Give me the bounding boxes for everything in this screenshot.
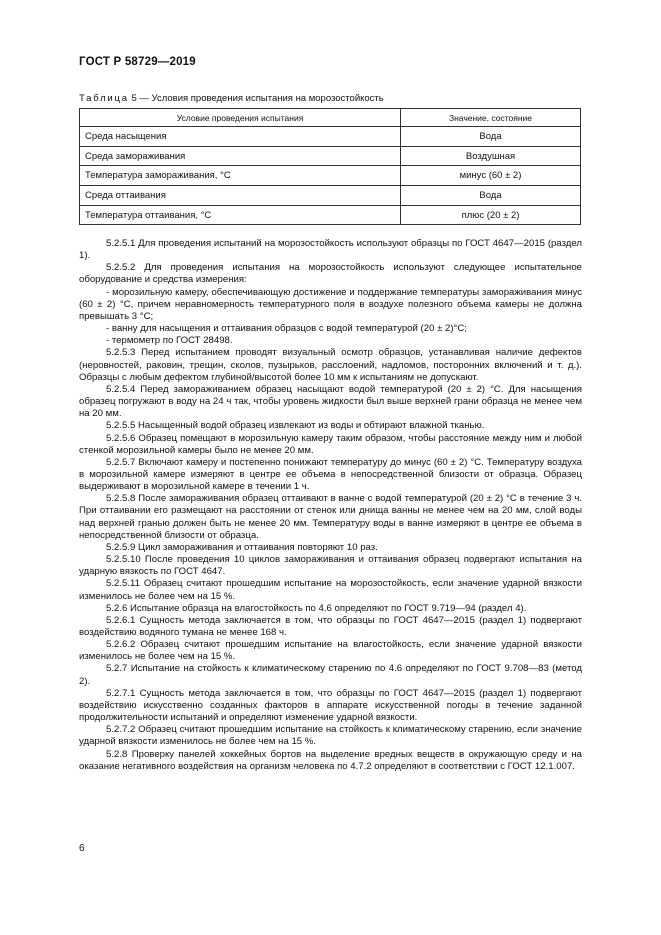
table-caption-title: 5 — Условия проведения испытания на морозостойкость: [128, 93, 384, 104]
paragraph: 5.2.5.10 После проведения 10 циклов замораживания и оттаивания образец подвергают испытания на ударную вязкость по ГОСТ 4647.: [79, 554, 582, 578]
table-cell-condition: Среда насыщения: [80, 127, 401, 147]
paragraph: 5.2.7 Испытание на стойкость к климатическому старению по 4.6 определяют по ГОСТ 9.708—83 (метод 2).: [79, 663, 582, 687]
table-row: [80, 146, 581, 166]
table-cell-value: Вода: [401, 127, 581, 147]
paragraph: 5.2.5.5 Насыщенный водой образец извлекают из воды и обтирают влажной тканью.: [106, 420, 485, 432]
table-row: [80, 127, 581, 147]
table-header-row: [80, 109, 581, 127]
body-text: [79, 238, 582, 773]
column-header-condition: Условие проведения испытания: [80, 109, 401, 127]
table-cell-condition: Среда оттаивания: [80, 186, 401, 206]
table-cell-condition: Температура замораживания, °С: [80, 166, 401, 186]
paragraph: 5.2.5.6 Образец помещают в морозильную камеру таким образом, чтобы расстояние между ним и любой стенкой морозильной камеры было не менее 20 мм.: [79, 432, 582, 456]
list-item: - ванну для насыщения и оттаивания образцов с водой температурой (20 ± 2)°С;: [106, 323, 467, 335]
table-cell-value: Вода: [401, 186, 581, 206]
column-header-value: Значение, состояние: [401, 109, 581, 127]
table-row: [80, 166, 581, 186]
table-caption-prefix: Таблица: [79, 93, 129, 104]
conditions-table: [79, 108, 581, 225]
list-item: - термометр по ГОСТ 28498.: [106, 335, 233, 347]
table-row: [80, 205, 581, 225]
table-cell-condition: Среда замораживания: [80, 146, 401, 166]
table-cell-value: плюс (20 ± 2): [401, 205, 581, 225]
paragraph: 5.2.5.7 Включают камеру и постепенно понижают температуру до минус (60 ± 2) °С. Температуру воздуха в морозильной камере измеряют в центре ее объема в непосредственной близости от образца. Образец выдерживают в морозильной камере в течении 1 ч.: [79, 456, 582, 493]
paragraph: 5.2.5.1 Для проведения испытаний на морозостойкость используют образцы по ГОСТ 4647—2015 (раздел 1).: [79, 238, 582, 262]
paragraph: 5.2.5.8 После замораживания образец оттаивают в ванне с водой температурой (20 ± 2) °С в течение 3 ч. При оттаивании его размещают на расстоянии от стенок или днища ванны не менее чем на 20 мм, слой воды над верхней гранью должен быть не менее 20 мм. Температуру воды в ванне измеряют в центре ее объема в непосредственной близости от образца.: [79, 493, 582, 541]
paragraph: 5.2.5.4 Перед замораживанием образец насыщают водой температурой (20 ± 2) °С. Для насыщения образец погружают в воду на 24 ч так, чтобы уровень жидкости был выше верхней грани образца не менее чем на 20 мм.: [79, 383, 582, 420]
page-number: 6: [79, 843, 85, 854]
paragraph: 5.2.5.9 Цикл замораживания и оттаивания повторяют 10 раз.: [106, 541, 378, 553]
table-cell-condition: Температура оттаивания, °С: [80, 205, 401, 225]
document-header: ГОСТ Р 58729—2019: [79, 56, 196, 68]
paragraph: 5.2.8 Проверку панелей хоккейных бортов на выделение вредных веществ в окружающую среду и на оказание негативного воздействия на организм человека по 4.7.2 определяют в соответствии с ГОСТ 12.1.007.: [79, 748, 582, 772]
table-cell-value: Воздушная: [401, 146, 581, 166]
paragraph: 5.2.6.2 Образец считают прошедшим испытание на влагостойкость, если значение ударной вязкости изменилось не более чем на 15 %.: [79, 639, 582, 663]
paragraph: 5.2.7.1 Сущность метода заключается в том, что образцы по ГОСТ 4647—2015 (раздел 1) подвергают воздействию искусственно созданных факторов в аппарате искусственной погоды в течение заданной продолжительности испытаний и определяют изменение ударной вязкости.: [79, 687, 582, 724]
table-caption: [79, 93, 384, 104]
list-item: - морозильную камеру, обеспечивающую достижение и поддержание температуры замораживания минус (60 ± 2) °С, причем неравномерность температурного поля в воздухе полезного объема камеры не должна превышать 3 °С;: [79, 286, 582, 322]
paragraph: 5.2.6.1 Сущность метода заключается в том, что образцы по ГОСТ 4647—2015 (раздел 1) подвергают воздействию водяного тумана не менее 168 ч.: [79, 614, 582, 638]
paragraph: 5.2.5.2 Для проведения испытания на морозостойкость используют следующее испытательное оборудование и средства измерения:: [79, 262, 582, 286]
paragraph: 5.2.5.3 Перед испытанием проводят визуальный осмотр образцов, устанавливая наличие дефектов (неровностей, раковин, трещин, сколов, пузырьков, расслоений, надломов, посторонних включений и т. д.). Образцы с любым дефектом глубиной/высотой более 10 мм к испытаниям не допускают.: [79, 347, 582, 383]
paragraph: 5.2.5.11 Образец считают прошедшим испытание на морозостойкость, если значение ударной вязкости изменилось не более чем на 15 %.: [79, 578, 582, 602]
table-row: [80, 186, 581, 206]
paragraph: 5.2.7.2 Образец считают прошедшим испытание на стойкость к климатическому старению, если значение ударной вязкости изменилось не более чем на 15 %.: [79, 724, 582, 748]
table-cell-value: минус (60 ± 2): [401, 166, 581, 186]
paragraph: 5.2.6 Испытание образца на влагостойкость по 4.6 определяют по ГОСТ 9.719—94 (раздел 4).: [106, 602, 527, 614]
